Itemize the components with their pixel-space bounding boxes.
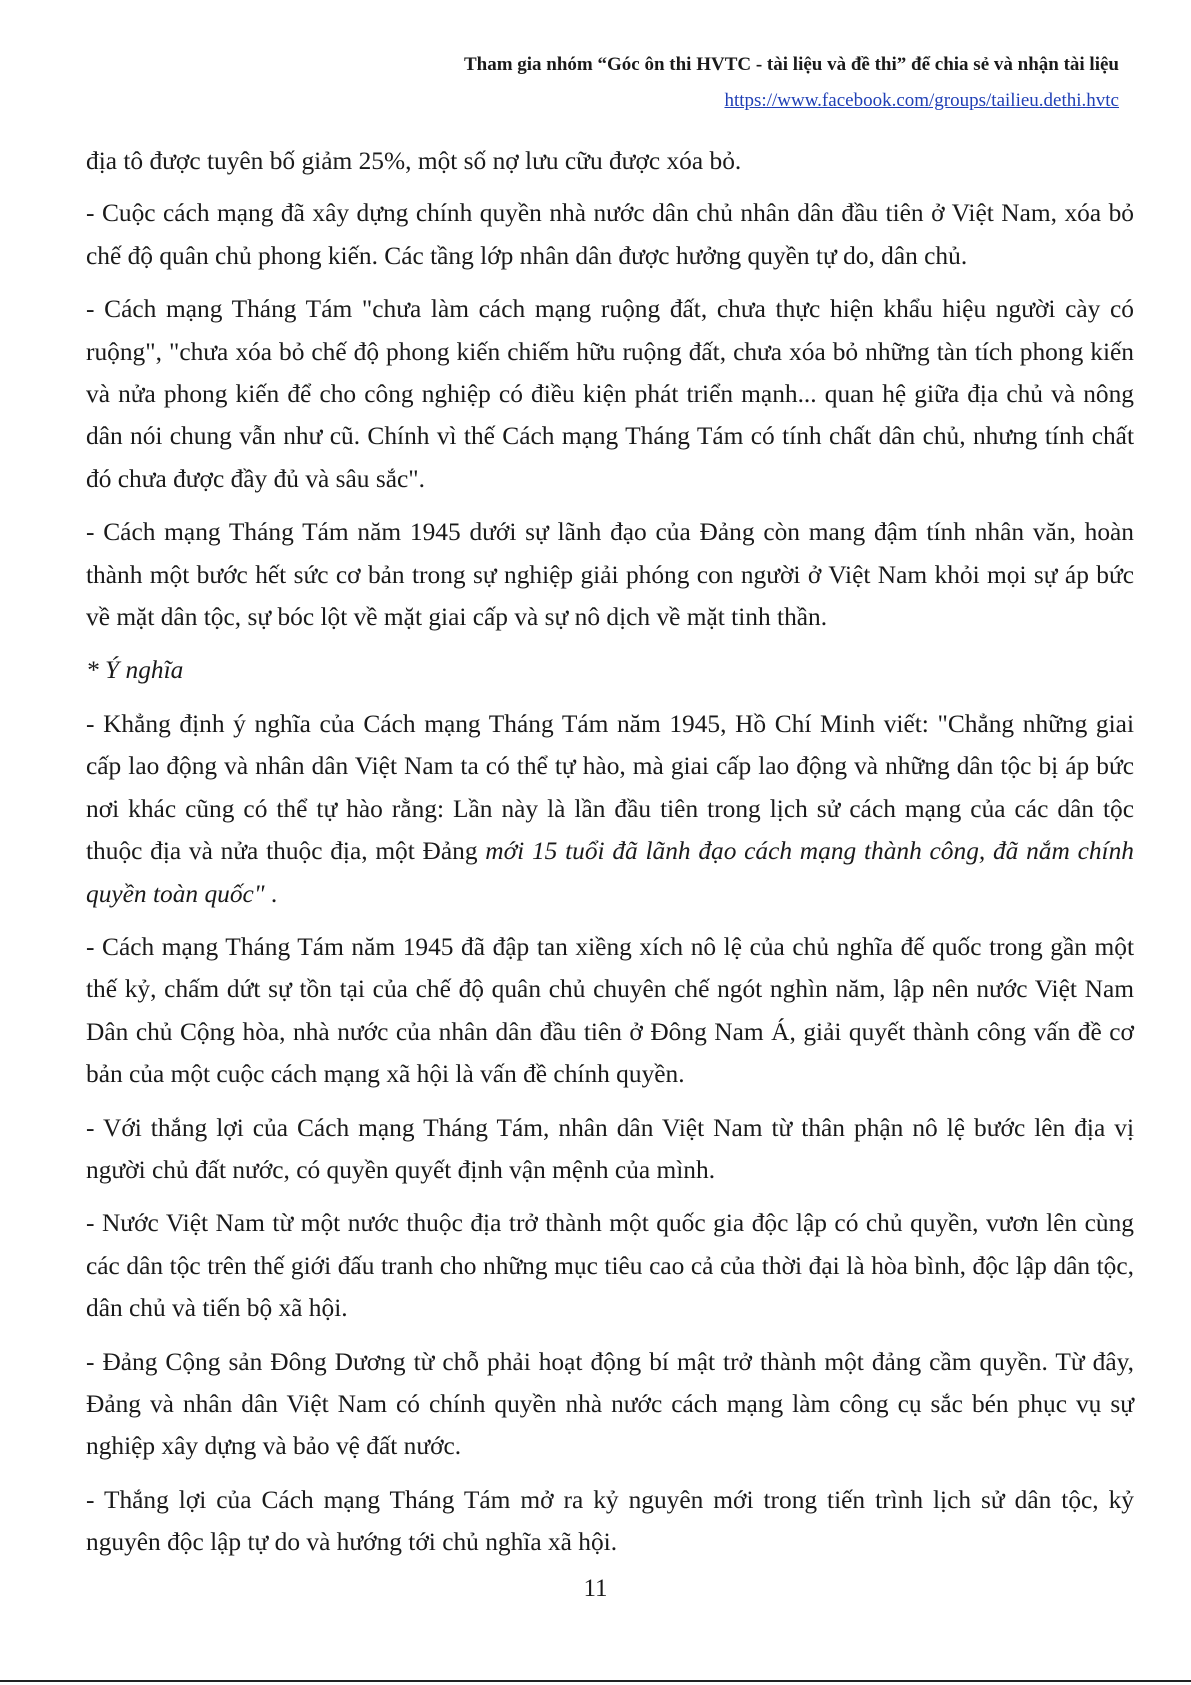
header-title: Tham gia nhóm “Góc ôn thi HVTC - tài liệu và đề thi” để chia sẻ và nhận tài liệu <box>463 54 1119 75</box>
paragraph: - Cách mạng Tháng Tám "chưa làm cách mạng ruộng đất, chưa thực hiện khẩu hiệu người cày có ruộng", "chưa xóa bỏ chế độ phong kiến chiếm hữu ruộng đất, chưa xóa bỏ những tàn tích phong kiến và nửa phong kiến để cho công nghiệp có điều kiện phát triển mạnh... quan hệ giữa địa chủ và nông dân nói chung vẫn như cũ. Chính vì thế Cách mạng Tháng Tám có tính chất dân chủ, nhưng tính chất đó chưa được đầy đủ và sâu sắc". <box>86 295 1134 493</box>
document-body <box>86 140 1134 1575</box>
page-number: 11 <box>583 1575 608 1602</box>
paragraph: - Cuộc cách mạng đã xây dựng chính quyền nhà nước dân chủ nhân dân đầu tiên ở Việt Nam, xóa bỏ chế độ quân chủ phong kiến. Các tầng lớp nhân dân được hưởng quyền tự do, dân chủ. <box>86 199 1134 270</box>
quote-text: - Khẳng định ý nghĩa của Cách mạng Tháng Tám năm 1945, Hồ Chí Minh viết: "Chẳng những giai cấp lao động và nhân dân Việt Nam ta có thể tự hào, mà giai cấp lao động và những dân tộc bị áp bức nơi khác cũng có thể tự hào rằng: Lần này là lần đầu tiên trong lịch sử cách mạng của các dân tộc thuộc địa và nửa thuộc địa, một Đảng <box>86 709 1134 866</box>
bottom-rule <box>0 1680 1191 1682</box>
quote-end: . <box>264 879 278 908</box>
paragraph: - Nước Việt Nam từ một nước thuộc địa trở thành một quốc gia độc lập có chủ quyền, vươn lên cùng các dân tộc trên thế giới đấu tranh cho những mục tiêu cao cả của thời đại là hòa bình, độc lập dân tộc, dân chủ và tiến bộ xã hội. <box>86 1209 1134 1323</box>
paragraph: - Cách mạng Tháng Tám năm 1945 dưới sự lãnh đạo của Đảng còn mang đậm tính nhân văn, hoàn thành một bước hết sức cơ bản trong sự nghiệp giải phóng con người ở Việt Nam khỏi mọi sự áp bức về mặt dân tộc, sự bóc lột về mặt giai cấp và sự nô dịch về mặt tinh thần. <box>86 518 1134 632</box>
paragraph: - Cách mạng Tháng Tám năm 1945 đã đập tan xiềng xích nô lệ của chủ nghĩa đế quốc trong gần một thế kỷ, chấm dứt sự tồn tại của chế độ quân chủ chuyên chế ngót nghìn năm, lập nên nước Việt Nam Dân chủ Cộng hòa, nhà nước của nhân dân đầu tiên ở Đông Nam Á, giải quyết thành công vấn đề cơ bản của một cuộc cách mạng xã hội là vấn đề chính quyền. <box>86 932 1134 1089</box>
paragraph: - Đảng Cộng sản Đông Dương từ chỗ phải hoạt động bí mật trở thành một đảng cầm quyền. Từ đây, Đảng và nhân dân Việt Nam có chính quyền nhà nước cách mạng làm công cụ sắc bén phục vụ sự nghiệp xây dựng và bảo vệ đất nước. <box>86 1347 1134 1461</box>
section-heading-y-nghia: * Ý nghĩa <box>86 656 184 685</box>
paragraph: địa tô được tuyên bố giảm 25%, một số nợ lưu cữu được xóa bỏ. <box>86 147 742 175</box>
header-group-link[interactable]: https://www.facebook.com/groups/tailieu.dethi.hvtc <box>724 90 1119 111</box>
paragraph: - Thắng lợi của Cách mạng Tháng Tám mở ra kỷ nguyên mới trong tiến trình lịch sử dân tộc, kỷ nguyên độc lập tự do và hướng tới chủ nghĩa xã hội. <box>86 1485 1134 1557</box>
quote-italic-text: mới 15 tuổi đã lãnh đạo cách mạng thành công, đã nắm chính quyền toàn quốc" <box>86 837 1134 908</box>
paragraph: - Với thắng lợi của Cách mạng Tháng Tám, nhân dân Việt Nam từ thân phận nô lệ bước lên địa vị người chủ đất nước, có quyền quyết định vận mệnh của mình. <box>86 1113 1134 1184</box>
paragraph-quote <box>86 703 1134 915</box>
